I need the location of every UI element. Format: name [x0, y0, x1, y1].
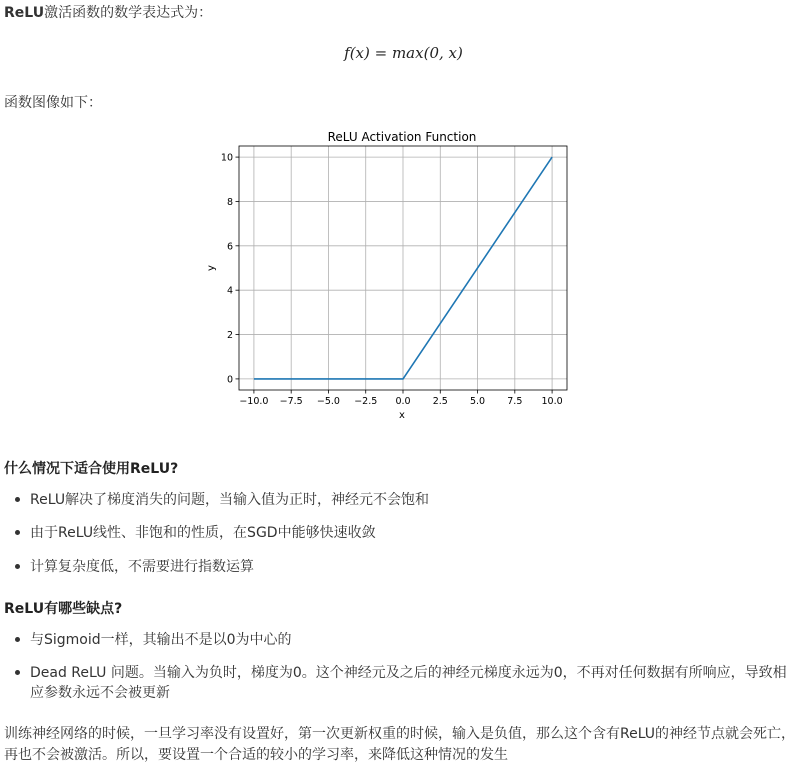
list-item-text: 与Sigmoid一样，其输出不是以0为中心的	[30, 632, 292, 648]
x-tick-label: 5.0	[469, 396, 486, 407]
figure-intro: 函数图像如下：	[4, 95, 102, 111]
list-item-text: Dead ReLU 问题。当输入为负时，梯度为0。这个神经元及之后的神经元梯度永远为0，不再对任何数据有所响应，导致相应参数永远不会被更新	[30, 665, 787, 701]
x-tick-label: −10.0	[239, 396, 269, 407]
relu-chart	[203, 126, 583, 426]
x-tick-label: 0.0	[395, 396, 411, 407]
chart-grid	[239, 146, 567, 390]
intro-term: ReLU	[4, 5, 45, 21]
y-tick-label: 4	[226, 285, 233, 297]
bullet	[15, 637, 20, 642]
bullet	[15, 670, 20, 675]
x-axis-label: x	[399, 410, 405, 421]
list-item-text: ReLU解决了梯度消失的问题，当输入值为正时，神经元不会饱和	[30, 492, 430, 508]
x-tick-label: −7.5	[279, 396, 303, 407]
y-tick-label: 0	[226, 374, 233, 386]
y-tick-label: 10	[220, 152, 233, 164]
y-tick-label: 6	[226, 241, 233, 253]
x-tick-label: −2.5	[354, 396, 378, 407]
y-tick-label: 8	[226, 196, 233, 208]
chart-ticks	[221, 153, 563, 407]
bullet	[15, 564, 20, 569]
list-item-text: 计算复杂度低，不需要进行指数运算	[30, 559, 254, 575]
x-tick-label: −5.0	[316, 396, 340, 407]
chart-title: ReLU Activation Function	[327, 130, 477, 144]
conclusion-paragraph: 训练神经网络的时候，一旦学习率没有设置好，第一次更新权重的时候，输入是负值，那么这个含有ReLU的神经节点就会死亡，再也不会被激活。所以，要设置一个合适的较小的学习率，来降低这种情况的发生	[4, 726, 796, 763]
bullet	[15, 497, 20, 502]
intro-line	[4, 3, 212, 23]
relu-formula: f(x) = max(0, x)	[344, 44, 463, 62]
y-tick-label: 2	[226, 330, 233, 342]
intro-text: 激活函数的数学表达式为：	[44, 5, 213, 21]
x-tick-label: 7.5	[507, 396, 523, 407]
y-axis-label: y	[206, 265, 217, 271]
bullet	[15, 530, 20, 535]
chart-svg	[203, 126, 583, 422]
when-heading: 什么情况下适合使用ReLU?	[4, 461, 179, 477]
cons-heading: ReLU有哪些缺点?	[4, 601, 123, 617]
x-tick-label: 10.0	[541, 396, 563, 407]
x-tick-label: 2.5	[432, 396, 448, 407]
list-item-text: 由于ReLU线性、非饱和的性质，在SGD中能够快速收敛	[30, 525, 376, 541]
